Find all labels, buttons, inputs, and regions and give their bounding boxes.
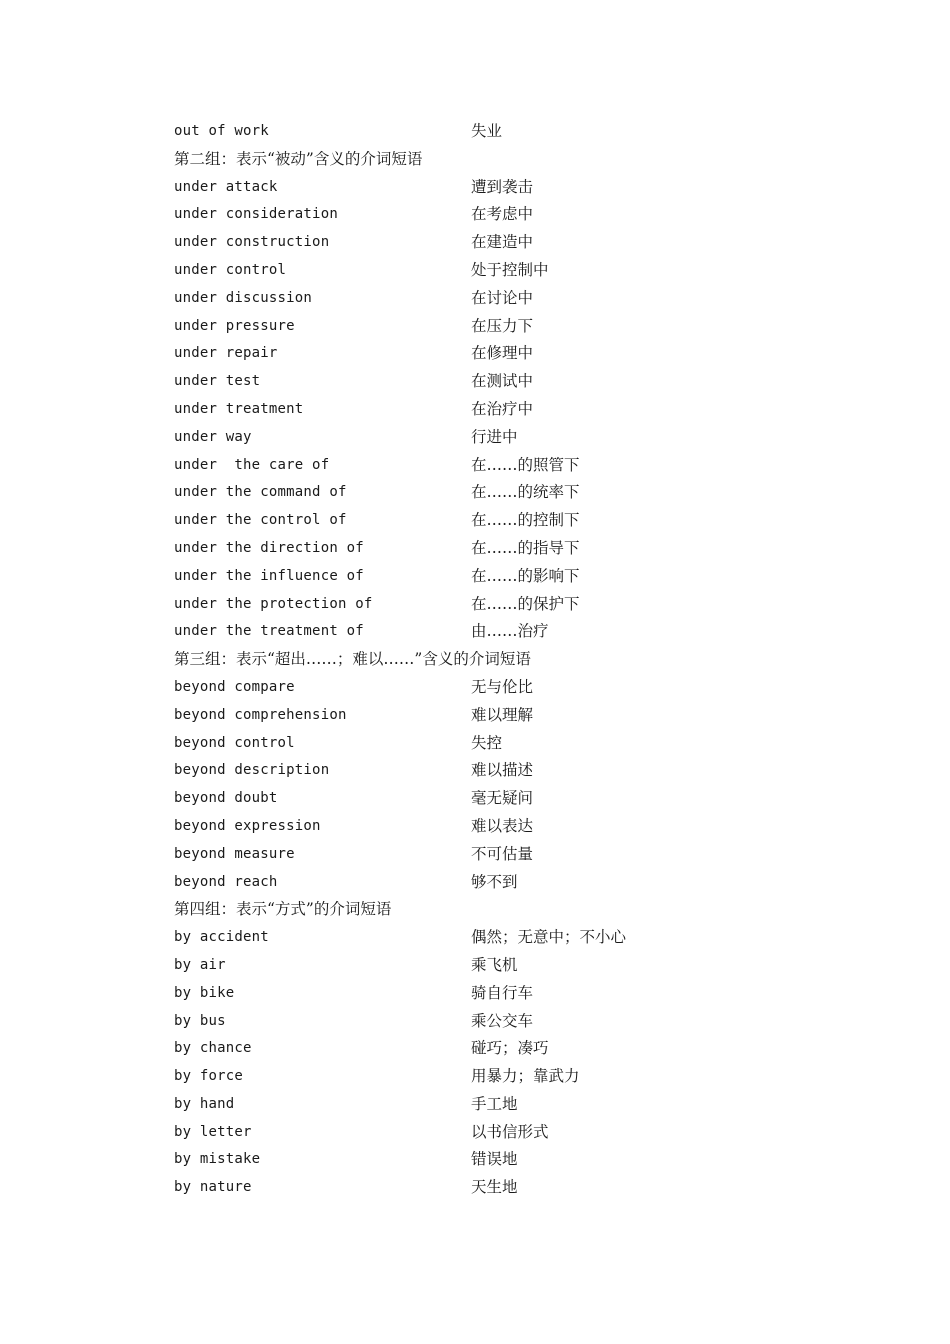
chinese-meaning: 天生地 (471, 1178, 518, 1197)
chinese-meaning: 在建造中 (471, 233, 534, 252)
phrase-row (174, 452, 874, 480)
chinese-meaning: 以书信形式 (471, 1122, 549, 1141)
phrase-row (174, 924, 874, 952)
chinese-meaning: 在压力下 (471, 316, 534, 335)
phrase-row (174, 313, 874, 341)
english-phrase: under way (174, 428, 252, 445)
section-heading: 第三组：表示“超出……；难以……”含义的介词短语 (174, 650, 531, 669)
chinese-meaning: 偶然；无意中；不小心 (471, 928, 627, 947)
english-phrase: under the control of (174, 512, 347, 529)
phrase-row (174, 1035, 874, 1063)
chinese-meaning: 遭到袭击 (471, 177, 534, 196)
chinese-meaning: 行进中 (471, 427, 518, 446)
chinese-meaning: 失控 (471, 733, 503, 752)
english-phrase: under consideration (174, 206, 338, 223)
chinese-meaning: 在……的统率下 (471, 483, 580, 502)
english-phrase: by force (174, 1068, 244, 1085)
chinese-meaning: 在……的照管下 (471, 455, 580, 474)
chinese-meaning: 够不到 (471, 872, 518, 891)
section-heading: 第四组：表示“方式”的介词短语 (174, 900, 392, 919)
chinese-meaning: 乘飞机 (471, 955, 518, 974)
english-phrase: beyond control (174, 734, 295, 751)
phrase-row (174, 368, 874, 396)
chinese-meaning: 在……的影响下 (471, 566, 580, 585)
english-phrase: under the command of (174, 484, 347, 501)
english-phrase: out of work (174, 123, 269, 139)
phrase-row (174, 1174, 874, 1202)
chinese-meaning: 难以表达 (471, 816, 534, 835)
phrase-row (174, 174, 874, 202)
english-phrase: by chance (174, 1040, 252, 1057)
chinese-meaning: 在测试中 (471, 372, 534, 391)
chinese-meaning: 由……治疗 (471, 622, 549, 641)
phrase-row (174, 841, 874, 869)
english-phrase: by bus (174, 1012, 226, 1029)
english-phrase: beyond measure (174, 845, 295, 862)
phrase-row (174, 257, 874, 285)
chinese-meaning: 在讨论中 (471, 288, 534, 307)
english-phrase: under the care of (174, 456, 330, 473)
phrase-row (174, 980, 874, 1008)
english-phrase: beyond expression (174, 817, 321, 834)
phrase-row (174, 730, 874, 758)
english-phrase: under construction (174, 234, 330, 251)
phrase-row (174, 785, 874, 813)
phrase-row (174, 1091, 874, 1119)
english-phrase: by air (174, 956, 226, 973)
phrase-row (174, 479, 874, 507)
chinese-meaning: 用暴力；靠武力 (471, 1067, 580, 1086)
phrase-row (174, 618, 874, 646)
chinese-meaning: 在治疗中 (471, 399, 534, 418)
phrase-row (174, 118, 874, 146)
chinese-meaning: 骑自行车 (471, 983, 534, 1002)
phrase-row (174, 1146, 874, 1174)
phrase-row (174, 1119, 874, 1147)
chinese-meaning: 不可估量 (471, 844, 534, 863)
chinese-meaning: 毫无疑问 (471, 789, 534, 808)
chinese-meaning: 错误地 (471, 1150, 518, 1169)
english-phrase: beyond comprehension (174, 706, 347, 723)
english-phrase: under the protection of (174, 595, 373, 612)
english-phrase: by letter (174, 1123, 252, 1140)
chinese-meaning: 处于控制中 (471, 260, 549, 279)
phrase-row (174, 229, 874, 257)
phrase-row (174, 340, 874, 368)
chinese-meaning: 在考虑中 (471, 205, 534, 224)
english-phrase: beyond doubt (174, 790, 278, 807)
phrase-row (174, 674, 874, 702)
phrase-row (174, 1008, 874, 1036)
phrase-row (174, 952, 874, 980)
chinese-meaning: 乘公交车 (471, 1011, 534, 1030)
english-phrase: under treatment (174, 400, 304, 417)
phrase-row (174, 702, 874, 730)
english-phrase: under control (174, 261, 287, 278)
phrase-row (174, 424, 874, 452)
english-phrase: by nature (174, 1179, 252, 1196)
english-phrase: under attack (174, 178, 278, 195)
chinese-meaning: 在……的指导下 (471, 538, 580, 557)
english-phrase: under repair (174, 345, 278, 362)
english-phrase: under the treatment of (174, 623, 364, 640)
chinese-meaning: 在……的控制下 (471, 511, 580, 530)
english-phrase: under pressure (174, 317, 295, 334)
english-phrase: beyond description (174, 762, 330, 779)
chinese-meaning: 在……的保护下 (471, 594, 580, 613)
english-phrase: beyond compare (174, 678, 295, 695)
english-phrase: under test (174, 373, 261, 390)
english-phrase: by mistake (174, 1151, 261, 1168)
phrase-row (174, 1063, 874, 1091)
phrase-row (174, 591, 874, 619)
english-phrase: by accident (174, 929, 269, 946)
phrase-row (174, 396, 874, 424)
english-phrase: under the influence of (174, 567, 364, 584)
chinese-meaning: 失业 (471, 122, 503, 140)
chinese-meaning: 难以描述 (471, 761, 534, 780)
phrase-row (174, 535, 874, 563)
chinese-meaning: 手工地 (471, 1094, 518, 1113)
english-phrase: by bike (174, 984, 235, 1001)
phrase-row (174, 285, 874, 313)
phrase-row (174, 869, 874, 897)
phrase-row (174, 757, 874, 785)
chinese-meaning: 难以理解 (471, 705, 534, 724)
english-phrase: by hand (174, 1095, 235, 1112)
phrase-row (174, 201, 874, 229)
document-body (174, 118, 874, 1202)
chinese-meaning: 无与伦比 (471, 677, 534, 696)
chinese-meaning: 碰巧；凑巧 (471, 1039, 549, 1058)
phrase-row (174, 813, 874, 841)
chinese-meaning: 在修理中 (471, 344, 534, 363)
english-phrase: beyond reach (174, 873, 278, 890)
english-phrase: under discussion (174, 289, 313, 306)
section-heading: 第二组：表示“被动”含义的介词短语 (174, 149, 423, 168)
phrase-row (174, 563, 874, 591)
english-phrase: under the direction of (174, 539, 364, 556)
phrase-row (174, 507, 874, 535)
